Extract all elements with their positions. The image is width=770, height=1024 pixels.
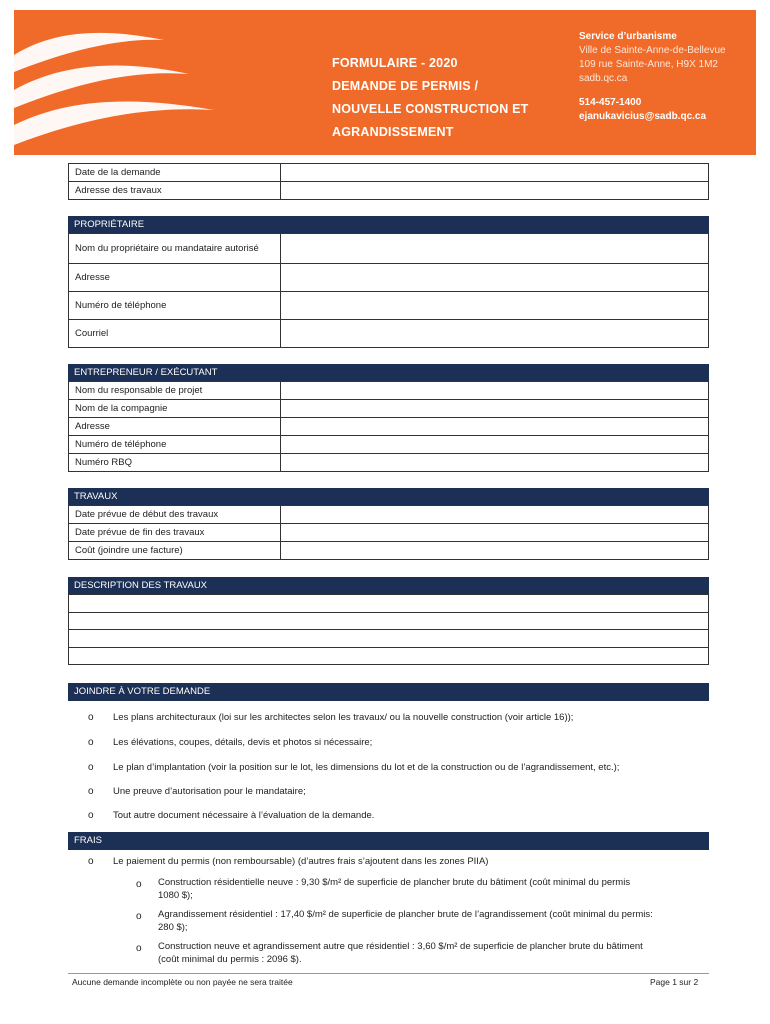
list-item-text: Une preuve d’autorisation pour le mandataire; bbox=[113, 786, 306, 797]
table-row bbox=[69, 164, 709, 182]
compagnie-field[interactable] bbox=[281, 400, 709, 418]
table-row bbox=[69, 292, 709, 320]
table-row bbox=[69, 382, 709, 400]
table-row bbox=[69, 436, 709, 454]
cout-field[interactable] bbox=[281, 542, 709, 560]
travaux-table bbox=[68, 505, 709, 560]
bullet-icon: o bbox=[88, 762, 94, 773]
table-row bbox=[69, 264, 709, 292]
list-item-text: Le plan d’implantation (voir la position sur le lot, les dimensions du lot et de la construction ou de l’agrandissement, etc.); bbox=[113, 762, 620, 773]
description-line[interactable] bbox=[69, 612, 709, 630]
field-label: Date prévue de fin des travaux bbox=[69, 524, 281, 542]
list-item-text: Les plans architecturaux (loi sur les architectes selon les travaux/ ou la nouvelle construction (voir article 16)); bbox=[113, 712, 574, 723]
table-row bbox=[69, 524, 709, 542]
adresse-travaux-field[interactable] bbox=[281, 182, 709, 200]
service-name: Service d’urbanisme bbox=[579, 31, 677, 42]
proprietaire-table bbox=[68, 233, 709, 348]
service-contact-block bbox=[579, 30, 754, 124]
sub-item-line: Construction résidentielle neuve : 9,30 $/m² de superficie de plancher brute du bâtiment (coût minimal du permis bbox=[158, 877, 631, 888]
proprietaire-heading: PROPRIÉTAIRE bbox=[68, 216, 709, 234]
field-label: Date de la demande bbox=[69, 164, 281, 182]
field-label: Numéro de téléphone bbox=[69, 436, 281, 454]
field-label: Nom de la compagnie bbox=[69, 400, 281, 418]
field-label: Numéro RBQ bbox=[69, 454, 281, 472]
city-name: Ville de Sainte-Anne-de-Bellevue bbox=[579, 45, 726, 56]
entrepreneur-table bbox=[68, 381, 709, 472]
list-item-text: Les élévations, coupes, détails, devis et photos si nécessaire; bbox=[113, 737, 373, 748]
field-label: Adresse des travaux bbox=[69, 182, 281, 200]
description-line[interactable] bbox=[69, 647, 709, 665]
street-address: 109 rue Sainte-Anne, H9X 1M2 bbox=[579, 59, 718, 70]
email-address[interactable]: ejanukavicius@sadb.qc.ca bbox=[579, 111, 707, 122]
table-row bbox=[69, 454, 709, 472]
wave-logo-icon bbox=[14, 10, 224, 155]
form-title bbox=[332, 52, 572, 144]
list-item-text: Tout autre document nécessaire à l’évaluation de la demande. bbox=[113, 810, 375, 821]
title-line: NOUVELLE CONSTRUCTION ET bbox=[332, 102, 529, 116]
field-label: Courriel bbox=[69, 320, 281, 348]
responsable-field[interactable] bbox=[281, 382, 709, 400]
table-row bbox=[69, 320, 709, 348]
date-debut-field[interactable] bbox=[281, 506, 709, 524]
website[interactable]: sadb.qc.ca bbox=[579, 73, 628, 84]
bullet-icon: o bbox=[88, 810, 94, 821]
field-label: Coût (joindre une facture) bbox=[69, 542, 281, 560]
bullet-icon: o bbox=[88, 737, 94, 748]
description-heading: DESCRIPTION DES TRAVAUX bbox=[68, 577, 709, 595]
table-row bbox=[69, 418, 709, 436]
phone-number[interactable]: 514-457-1400 bbox=[579, 97, 642, 108]
field-label: Nom du responsable de projet bbox=[69, 382, 281, 400]
bullet-icon: o bbox=[88, 712, 94, 723]
proprietaire-courriel-field[interactable] bbox=[281, 320, 709, 348]
sub-item-line: Construction neuve et agrandissement autre que résidentiel : 3,60 $/m² de superficie de plancher brute du bâtiment bbox=[158, 941, 643, 952]
proprietaire-nom-field[interactable] bbox=[281, 234, 709, 264]
description-line[interactable] bbox=[69, 595, 709, 613]
description-line[interactable] bbox=[69, 630, 709, 648]
proprietaire-adresse-field[interactable] bbox=[281, 264, 709, 292]
sub-item-line: 280 $); bbox=[158, 922, 188, 933]
field-label: Adresse bbox=[69, 418, 281, 436]
field-label: Date prévue de début des travaux bbox=[69, 506, 281, 524]
bullet-icon: o bbox=[88, 786, 94, 797]
bullet-icon: o bbox=[136, 911, 142, 922]
entrepreneur-telephone-field[interactable] bbox=[281, 436, 709, 454]
table-row bbox=[69, 542, 709, 560]
entrepreneur-heading: ENTREPRENEUR / EXÉCUTANT bbox=[68, 364, 709, 382]
sub-item-line: Agrandissement résidentiel : 17,40 $/m² de superficie de plancher brute de l’agrandissement (coût minimal du permis: bbox=[158, 909, 653, 920]
table-row bbox=[69, 234, 709, 264]
bullet-icon: o bbox=[136, 879, 142, 890]
footer-divider bbox=[68, 973, 709, 974]
rbq-field[interactable] bbox=[281, 454, 709, 472]
date-fin-field[interactable] bbox=[281, 524, 709, 542]
table-row bbox=[69, 400, 709, 418]
footer-note: Aucune demande incomplète ou non payée ne sera traitée bbox=[72, 977, 293, 987]
description-lines[interactable] bbox=[68, 594, 709, 665]
date-demande-field[interactable] bbox=[281, 164, 709, 182]
field-label: Numéro de téléphone bbox=[69, 292, 281, 320]
page-number: Page 1 sur 2 bbox=[650, 977, 699, 987]
joindre-heading: JOINDRE À VOTRE DEMANDE bbox=[68, 683, 709, 701]
header-banner bbox=[14, 10, 756, 155]
proprietaire-telephone-field[interactable] bbox=[281, 292, 709, 320]
title-line: DEMANDE DE PERMIS / bbox=[332, 79, 479, 93]
title-line: AGRANDISSEMENT bbox=[332, 125, 454, 139]
bullet-icon: o bbox=[136, 943, 142, 954]
frais-heading: FRAIS bbox=[68, 832, 709, 850]
field-label: Nom du propriétaire ou mandataire autorisé bbox=[69, 234, 281, 264]
sub-item-line: (coût minimal du permis : 2096 $). bbox=[158, 954, 302, 965]
sub-item-line: 1080 $); bbox=[158, 890, 193, 901]
table-row bbox=[69, 182, 709, 200]
field-label: Adresse bbox=[69, 264, 281, 292]
table-row bbox=[69, 506, 709, 524]
bullet-icon: o bbox=[88, 856, 94, 867]
entrepreneur-adresse-field[interactable] bbox=[281, 418, 709, 436]
title-line: FORMULAIRE - 2020 bbox=[332, 56, 458, 70]
general-info-table bbox=[68, 163, 709, 200]
list-item-text: Le paiement du permis (non remboursable) (d’autres frais s’ajoutent dans les zones PIIA) bbox=[113, 856, 489, 867]
travaux-heading: TRAVAUX bbox=[68, 488, 709, 506]
